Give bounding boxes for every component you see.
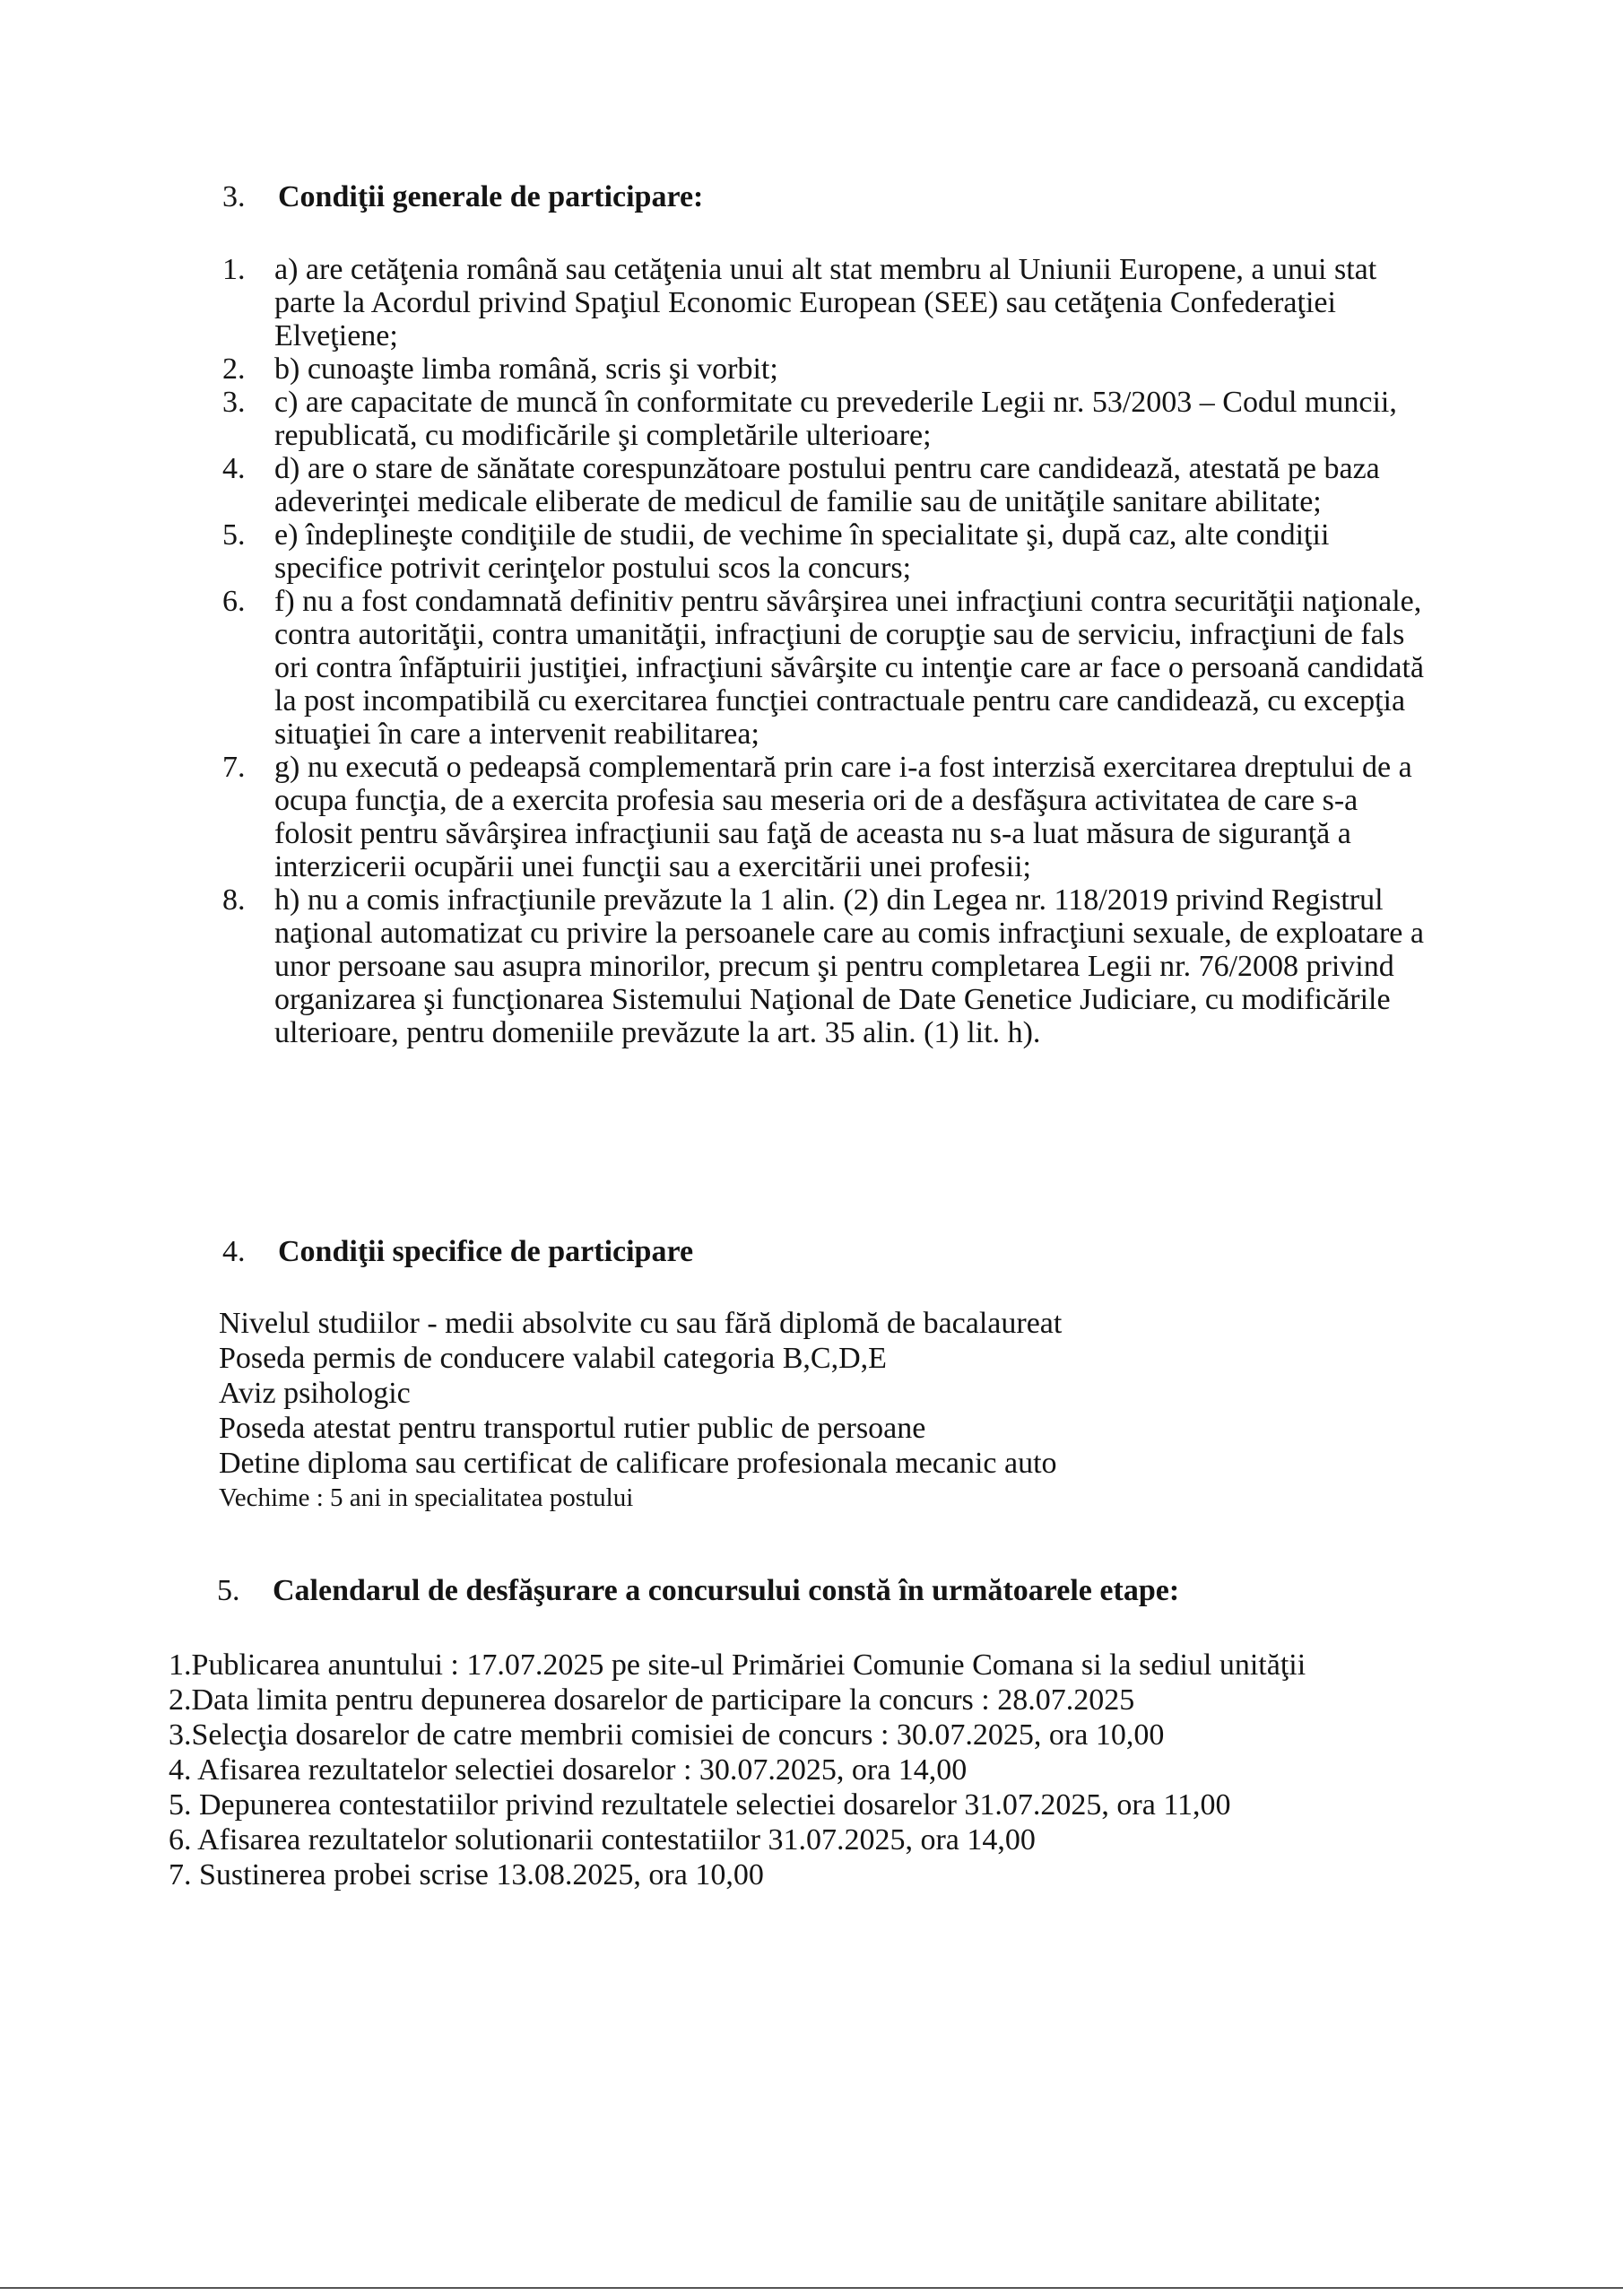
calendar-line: 2.Data limita pentru depunerea dosarelor de participare la concurs : 28.07.2025 — [169, 1683, 1135, 1717]
specific-line: Poseda permis de conducere valabil categoria B,C,D,E — [219, 1342, 887, 1375]
item-number: 5. — [222, 518, 246, 552]
item-text: c) are capacitate de muncă în conformitate cu prevederile Legii nr. 53/2003 – Codul muncii, republicată, cu modificările şi completările ulterioare; — [274, 386, 1397, 452]
list-item — [222, 883, 1442, 1049]
list-item — [222, 253, 1442, 352]
specific-line: Vechime : 5 ani in specialitatea postului — [219, 1483, 634, 1512]
item-text: h) nu a comis infracţiunile prevăzute la 1 alin. (2) din Legea nr. 118/2019 privind Registrul naţional automatizat cu privire la persoanele care au comis infracţiuni sexuale, de exploatare a unor persoane sau asupra minorilor, precum şi pentru completarea Legii nr. 76/2008 privind organizarea şi funcţionarea Sistemului Naţional de Date Genetice Judiciare, cu modificările ulterioare, pentru domeniile prevăzute la art. 35 alin. (1) lit. h). — [274, 883, 1424, 1049]
section-number: 3. — [222, 180, 246, 213]
item-text: b) cunoaşte limba română, scris şi vorbit; — [274, 352, 778, 386]
calendar-line: 3.Selecţia dosarelor de catre membrii comisiei de concurs : 30.07.2025, ora 10,00 — [169, 1718, 1165, 1752]
calendar-line: 7. Sustinerea probei scrise 13.08.2025, ora 10,00 — [169, 1858, 764, 1892]
specific-conditions — [219, 1306, 1062, 1516]
calendar-line: 1.Publicarea anuntului : 17.07.2025 pe site-ul Primăriei Comunie Comana si la sediul unităţii — [169, 1648, 1306, 1682]
item-text: d) are o stare de sănătate corespunzătoare postului pentru care candidează, atestată pe baza adeverinţei medicale eliberate de medicul de familie sau de unităţile sanitare abilitate; — [274, 452, 1380, 518]
section-number: 5. — [217, 1574, 240, 1607]
item-number: 7. — [222, 751, 246, 784]
specific-line: Detine diploma sau certificat de calificare profesionala mecanic auto — [219, 1447, 1057, 1480]
item-text: e) îndeplineşte condiţiile de studii, de vechime în specialitate şi, după caz, alte condiţii specifice potrivit cerinţelor postului scos la concurs; — [274, 518, 1330, 585]
calendar-line: 6. Afisarea rezultatelor solutionarii contestatiilor 31.07.2025, ora 14,00 — [169, 1823, 1036, 1857]
list-item — [222, 751, 1442, 883]
section-title: Condiţii generale de participare: — [278, 180, 704, 213]
section-title: Calendarul de desfăşurare a concursului constă în următoarele etape: — [273, 1574, 1180, 1607]
item-number: 8. — [222, 883, 246, 917]
section-number: 4. — [222, 1235, 246, 1268]
list-item — [222, 386, 1442, 452]
item-number: 2. — [222, 352, 246, 386]
item-text: g) nu execută o pedeapsă complementară prin care i-a fost interzisă exercitarea dreptului de a ocupa funcţia, de a exercita profesia sau meseria ori de a desfăşura activitatea de care s-a folosit pentru săvârşirea infracţiunii sau faţă de aceasta nu s-a luat măsura de siguranţă a interzicerii ocupării unei funcţii sau a exercitării unei profesii; — [274, 751, 1412, 883]
specific-line: Poseda atestat pentru transportul rutier public de persoane — [219, 1412, 926, 1445]
general-conditions-list — [222, 253, 1442, 1049]
list-item — [222, 452, 1442, 518]
section-calendar-heading — [217, 1573, 1179, 1609]
calendar-steps — [169, 1648, 1306, 1892]
list-item — [222, 352, 1442, 386]
list-item — [222, 585, 1442, 751]
calendar-line: 4. Afisarea rezultatelor selectiei dosarelor : 30.07.2025, ora 14,00 — [169, 1753, 968, 1787]
list-item — [222, 518, 1442, 585]
item-number: 3. — [222, 386, 246, 419]
item-number: 1. — [222, 253, 246, 286]
specific-line: Aviz psihologic — [219, 1377, 411, 1410]
item-number: 4. — [222, 452, 246, 485]
item-text: f) nu a fost condamnată definitiv pentru săvârşirea unei infracţiuni contra securităţii naţionale, contra autorităţii, contra umanităţii, infracţiuni de corupţie sau de serviciu, infracţiuni de fals ori contra înfăptuirii justiţiei, infracţiuni săvârşite cu intenţie care ar face o persoană candidată la post incompatibilă cu exercitarea funcţiei contractuale pentru care candidează, cu excepţia situaţiei în care a intervenit reabilitarea; — [274, 585, 1424, 751]
specific-line: Nivelul studiilor - medii absolvite cu sau fără diplomă de bacalaureat — [219, 1307, 1063, 1340]
item-number: 6. — [222, 585, 246, 618]
section-title: Condiţii specifice de participare — [278, 1235, 694, 1268]
item-text: a) are cetăţenia română sau cetăţenia unui alt stat membru al Uniunii Europene, a unui stat parte la Acordul privind Spaţiul Economic European (SEE) sau cetăţenia Confederaţiei Elveţiene; — [274, 253, 1377, 352]
bottom-rule — [0, 2287, 1623, 2289]
section-general-heading — [222, 179, 703, 215]
calendar-line: 5. Depunerea contestatiilor privind rezultatele selectiei dosarelor 31.07.2025, ora 11,00 — [169, 1788, 1231, 1822]
section-specific-heading — [222, 1234, 693, 1270]
